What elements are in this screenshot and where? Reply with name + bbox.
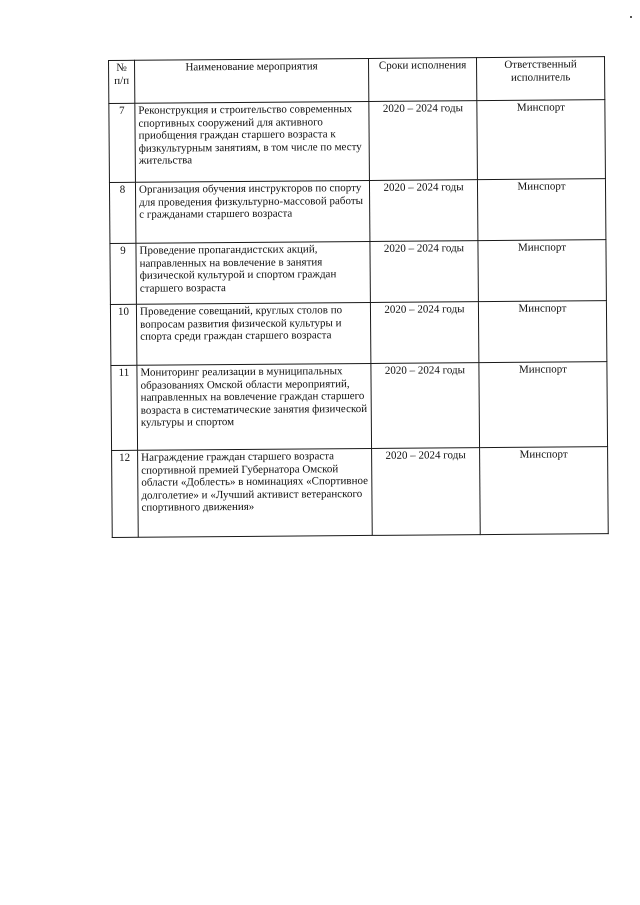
scan-speck xyxy=(630,16,632,18)
row-deadline: 2020 – 2024 годы xyxy=(369,180,477,242)
row-deadline: 2020 – 2024 годы xyxy=(369,101,478,181)
row-deadline: 2020 – 2024 годы xyxy=(371,363,480,449)
header-deadline: Сроки исполнения xyxy=(368,58,476,102)
row-event-name: Проведение совещаний, круглых столов по вопросам развития физической культуры и спорта среди граждан старшего возраста xyxy=(136,302,370,365)
row-responsible: Минспорт xyxy=(480,447,609,535)
row-number: 12 xyxy=(112,450,139,537)
row-number: 11 xyxy=(111,365,138,450)
header-number: № п/п xyxy=(109,60,135,103)
row-deadline: 2020 – 2024 годы xyxy=(370,302,478,364)
row-responsible: Минспорт xyxy=(477,179,605,241)
header-event-name: Наименование мероприятия xyxy=(135,58,369,103)
table-row xyxy=(109,100,606,183)
row-event-name: Реконструкция и строительство современных спортивных сооружений для активного приобщения граждан старшего возраста к физкультурным занятиям, в том числе по месту жительства xyxy=(135,101,370,182)
row-number: 8 xyxy=(109,182,135,243)
table-header-row xyxy=(109,57,605,104)
events-table xyxy=(108,56,609,538)
table-row xyxy=(110,240,606,305)
row-number: 7 xyxy=(109,103,136,182)
row-deadline: 2020 – 2024 годы xyxy=(372,448,481,536)
row-responsible: Минспорт xyxy=(477,100,606,180)
row-event-name: Проведение пропагандистских акций, направленных на вовлечение в занятия физической культурой и спортом граждан старшего возраста xyxy=(136,241,370,304)
row-responsible: Минспорт xyxy=(479,362,608,448)
row-event-name: Награждение граждан старшего возраста спортивной премией Губернатора Омской области «Доблесть» в номинациях «Спортивное долголетие» и «Лучший активист ветеранского спортивного движения» xyxy=(138,448,373,537)
table-row xyxy=(112,447,609,538)
row-event-name: Организация обучения инструкторов по спорту для проведения физкультурно-массовой работы с гражданами старшего возраста xyxy=(135,180,369,243)
row-event-name: Мониторинг реализации в муниципальных образованиях Омской области мероприятий, направленных на вовлечение граждан старшего возраста в систематические занятия физической культуры и спортом xyxy=(137,363,372,450)
header-responsible: Ответственный исполнитель xyxy=(476,57,604,101)
row-responsible: Минспорт xyxy=(478,301,606,363)
table-row xyxy=(111,362,608,451)
row-responsible: Минспорт xyxy=(478,240,606,302)
table-row xyxy=(110,301,606,366)
table-row xyxy=(109,179,605,244)
row-number: 9 xyxy=(110,243,136,304)
row-deadline: 2020 – 2024 годы xyxy=(370,241,478,303)
row-number: 10 xyxy=(110,304,136,365)
